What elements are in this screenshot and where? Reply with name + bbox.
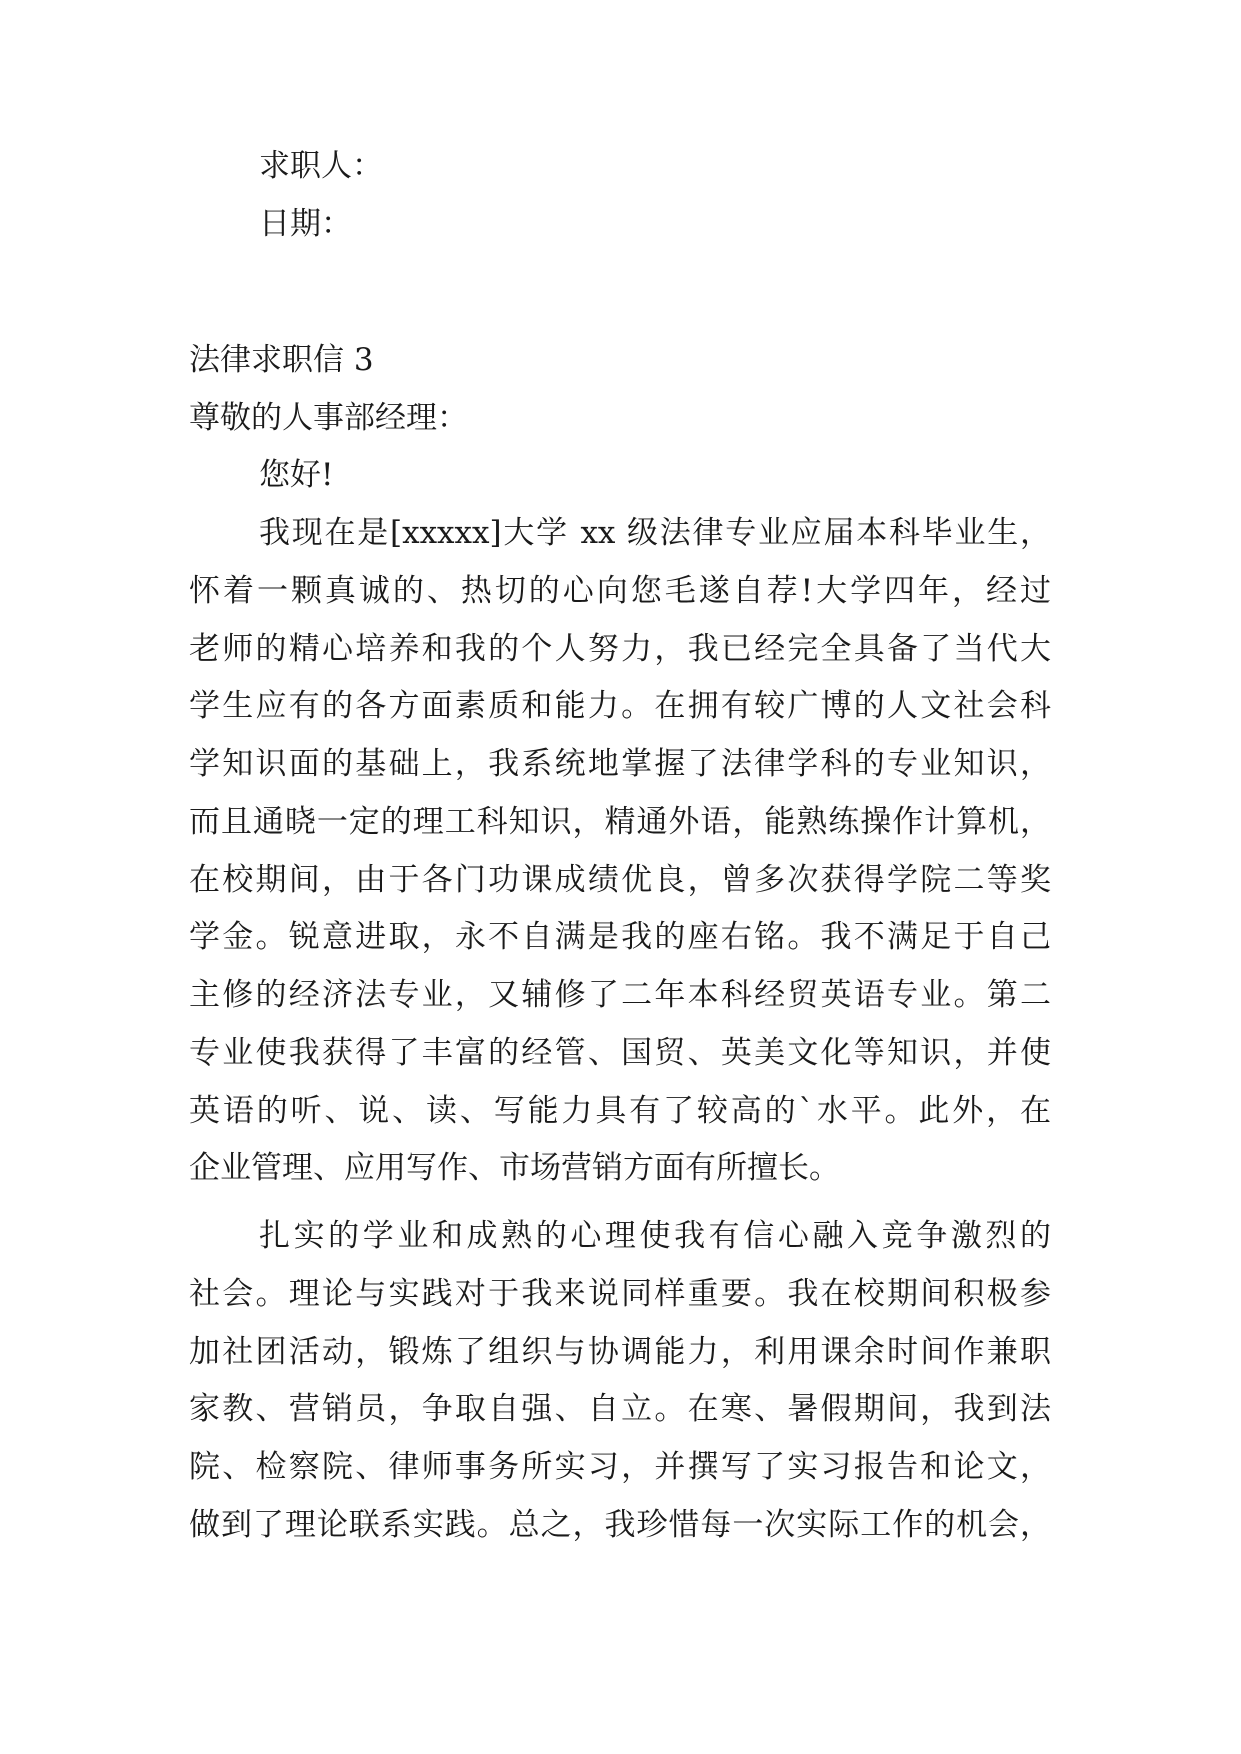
paragraph1-line-12: 企业管理、应用写作、市场营销方面有所擅长。: [189, 1150, 840, 1186]
letter-title: 法律求职信 3: [189, 342, 374, 378]
paragraph2-line-3: 加社团活动，锻炼了组织与协调能力，利用课余时间作兼职: [189, 1334, 1051, 1370]
paragraph1-line-2: 怀着一颗真诚的、热切的心向您毛遂自荐!大学四年，经过: [189, 573, 1051, 609]
paragraph1-line-9: 主修的经济法专业，又辅修了二年本科经贸英语专业。第二: [189, 977, 1051, 1013]
salutation: 尊敬的人事部经理：: [189, 400, 468, 436]
paragraph2-line-6: 做到了理论联系实践。总之，我珍惜每一次实际工作的机会，: [189, 1507, 1051, 1543]
paragraph1-line-11: 英语的听、说、读、写能力具有了较高的`水平。此外，在: [189, 1093, 1051, 1129]
paragraph1-line-7: 在校期间，由于各门功课成绩优良，曾多次获得学院二等奖: [189, 862, 1051, 898]
paragraph1-line-10: 专业使我获得了丰富的经管、国贸、英美文化等知识，并使: [189, 1035, 1051, 1071]
date-label: 日期：: [259, 206, 352, 242]
paragraph1-line-1: 我现在是[xxxxx]大学 xx 级法律专业应届本科毕业生，: [259, 515, 1051, 551]
paragraph2-line-1: 扎实的学业和成熟的心理使我有信心融入竞争激烈的: [259, 1218, 1051, 1254]
paragraph1-line-3: 老师的精心培养和我的个人努力，我已经完全具备了当代大: [189, 631, 1051, 667]
applicant-label: 求职人：: [259, 148, 383, 184]
greeting: 您好!: [259, 457, 334, 493]
paragraph1-line-5: 学知识面的基础上，我系统地掌握了法律学科的专业知识，: [189, 746, 1051, 782]
paragraph1-line-4: 学生应有的各方面素质和能力。在拥有较广博的人文社会科: [189, 688, 1051, 724]
paragraph2-line-4: 家教、营销员，争取自强、自立。在寒、暑假期间，我到法: [189, 1391, 1051, 1427]
paragraph1-line-6: 而且通晓一定的理工科知识，精通外语，能熟练操作计算机，: [189, 804, 1051, 840]
paragraph2-line-5: 院、检察院、律师事务所实习，并撰写了实习报告和论文，: [189, 1449, 1051, 1485]
paragraph1-line-8: 学金。锐意进取，永不自满是我的座右铭。我不满足于自己: [189, 919, 1051, 955]
paragraph2-line-2: 社会。理论与实践对于我来说同样重要。我在校期间积极参: [189, 1276, 1051, 1312]
